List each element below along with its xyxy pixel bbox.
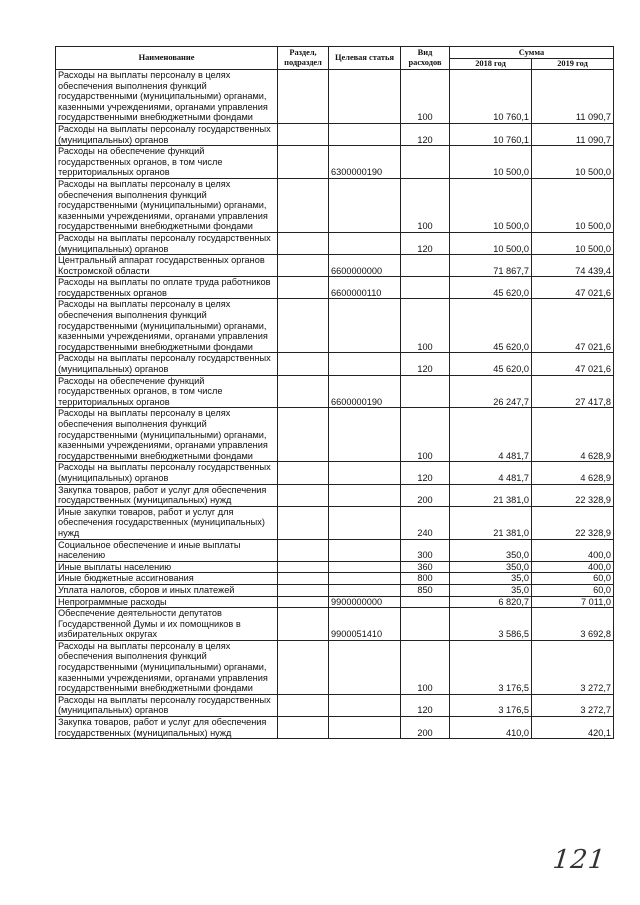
row-sum-2018: 350,0 — [450, 561, 532, 573]
row-name: Расходы на выплаты персоналу государственных (муниципальных) органов — [56, 353, 278, 375]
row-kind: 120 — [401, 123, 450, 145]
row-section — [278, 561, 329, 573]
row-kind: 360 — [401, 561, 450, 573]
row-section — [278, 717, 329, 739]
row-sum-2019: 10 500,0 — [532, 232, 614, 254]
row-article — [329, 640, 401, 694]
row-article — [329, 462, 401, 484]
row-sum-2019: 400,0 — [532, 561, 614, 573]
row-section — [278, 408, 329, 462]
row-kind: 100 — [401, 70, 450, 124]
row-name: Закупка товаров, работ и услуг для обеспечения государственных (муниципальных) нужд — [56, 717, 278, 739]
table-row — [56, 353, 614, 375]
row-sum-2018: 45 620,0 — [450, 277, 532, 299]
row-kind — [401, 596, 450, 608]
row-sum-2018: 4 481,7 — [450, 462, 532, 484]
budget-table — [55, 46, 614, 739]
row-kind: 240 — [401, 506, 450, 539]
row-section — [278, 375, 329, 408]
row-section — [278, 506, 329, 539]
row-name: Расходы на выплаты персоналу государственных (муниципальных) органов — [56, 232, 278, 254]
row-section — [278, 123, 329, 145]
row-article — [329, 408, 401, 462]
row-sum-2018: 10 760,1 — [450, 123, 532, 145]
row-article — [329, 299, 401, 353]
row-sum-2018: 3 176,5 — [450, 640, 532, 694]
row-article — [329, 561, 401, 573]
header-kind: Вид расходов — [401, 47, 450, 70]
table-header — [56, 47, 614, 70]
table-row — [56, 717, 614, 739]
row-sum-2019: 3 272,7 — [532, 694, 614, 716]
row-sum-2018: 3 176,5 — [450, 694, 532, 716]
row-sum-2018: 10 500,0 — [450, 232, 532, 254]
row-article — [329, 717, 401, 739]
table-row — [56, 584, 614, 596]
row-sum-2019: 3 272,7 — [532, 640, 614, 694]
row-kind: 100 — [401, 640, 450, 694]
row-name: Иные выплаты населению — [56, 561, 278, 573]
table-row — [56, 255, 614, 277]
row-name: Иные закупки товаров, работ и услуг для обеспечения государственных (муниципальных) нужд — [56, 506, 278, 539]
row-sum-2018: 45 620,0 — [450, 353, 532, 375]
row-section — [278, 640, 329, 694]
table-row — [56, 232, 614, 254]
row-sum-2019: 47 021,6 — [532, 299, 614, 353]
row-sum-2019: 7 011,0 — [532, 596, 614, 608]
row-name: Расходы на обеспечение функций государственных органов, в том числе территориальных органов — [56, 375, 278, 408]
row-sum-2019: 22 328,9 — [532, 506, 614, 539]
row-sum-2019: 60,0 — [532, 573, 614, 585]
table-row — [56, 694, 614, 716]
table-row — [56, 123, 614, 145]
row-sum-2018: 10 760,1 — [450, 70, 532, 124]
header-section: Раздел, подраздел — [278, 47, 329, 70]
row-sum-2018: 3 586,5 — [450, 608, 532, 641]
table-body — [56, 70, 614, 739]
table-row — [56, 640, 614, 694]
table-row — [56, 561, 614, 573]
row-kind: 120 — [401, 232, 450, 254]
row-article: 9900000000 — [329, 596, 401, 608]
row-sum-2019: 400,0 — [532, 539, 614, 561]
table-row — [56, 375, 614, 408]
row-name: Расходы на обеспечение функций государственных органов, в том числе территориальных органов — [56, 146, 278, 179]
row-article — [329, 539, 401, 561]
row-article: 6600000190 — [329, 375, 401, 408]
row-kind: 850 — [401, 584, 450, 596]
row-article — [329, 573, 401, 585]
row-article — [329, 70, 401, 124]
row-sum-2018: 410,0 — [450, 717, 532, 739]
row-section — [278, 178, 329, 232]
table-row — [56, 70, 614, 124]
row-name: Уплата налогов, сборов и иных платежей — [56, 584, 278, 596]
row-article: 6600000000 — [329, 255, 401, 277]
row-section — [278, 353, 329, 375]
row-sum-2018: 35,0 — [450, 584, 532, 596]
table-row — [56, 573, 614, 585]
row-sum-2019: 4 628,9 — [532, 462, 614, 484]
row-sum-2018: 21 381,0 — [450, 484, 532, 506]
row-section — [278, 573, 329, 585]
row-section — [278, 232, 329, 254]
row-sum-2019: 22 328,9 — [532, 484, 614, 506]
row-kind: 100 — [401, 299, 450, 353]
row-section — [278, 596, 329, 608]
row-name: Социальное обеспечение и иные выплаты населению — [56, 539, 278, 561]
row-kind: 120 — [401, 694, 450, 716]
row-article — [329, 353, 401, 375]
row-article — [329, 232, 401, 254]
page-number: 121 — [551, 845, 608, 875]
row-sum-2019: 4 628,9 — [532, 408, 614, 462]
row-name: Непрограммные расходы — [56, 596, 278, 608]
row-sum-2019: 74 439,4 — [532, 255, 614, 277]
row-article — [329, 506, 401, 539]
row-name: Расходы на выплаты персоналу в целях обеспечения выполнения функций государственными (муниципальными) органами, казенными учреждениями, органами управления государственными внебюджетными фондами — [56, 299, 278, 353]
row-name: Центральный аппарат государственных органов Костромской области — [56, 255, 278, 277]
row-section — [278, 146, 329, 179]
row-kind: 100 — [401, 178, 450, 232]
row-section — [278, 70, 329, 124]
row-article: 6300000190 — [329, 146, 401, 179]
row-sum-2019: 10 500,0 — [532, 146, 614, 179]
row-article — [329, 584, 401, 596]
row-kind: 120 — [401, 353, 450, 375]
header-year-2018: 2018 год — [450, 59, 532, 70]
header-name: Наименование — [56, 47, 278, 70]
row-section — [278, 277, 329, 299]
row-section — [278, 255, 329, 277]
row-sum-2018: 21 381,0 — [450, 506, 532, 539]
row-name: Расходы на выплаты персоналу государственных (муниципальных) органов — [56, 123, 278, 145]
row-name: Обеспечение деятельности депутатов Государственной Думы и их помощников в избирательных округах — [56, 608, 278, 641]
row-article: 6600000110 — [329, 277, 401, 299]
row-name: Расходы на выплаты персоналу в целях обеспечения выполнения функций государственными (муниципальными) органами, казенными учреждениями, органами управления государственными внебюджетными фондами — [56, 70, 278, 124]
row-sum-2018: 71 867,7 — [450, 255, 532, 277]
row-kind — [401, 277, 450, 299]
row-sum-2018: 6 820,7 — [450, 596, 532, 608]
row-sum-2019: 3 692,8 — [532, 608, 614, 641]
row-sum-2019: 27 417,8 — [532, 375, 614, 408]
table-row — [56, 484, 614, 506]
row-kind: 100 — [401, 408, 450, 462]
row-sum-2018: 350,0 — [450, 539, 532, 561]
row-name: Расходы на выплаты по оплате труда работников государственных органов — [56, 277, 278, 299]
row-kind — [401, 375, 450, 408]
header-article: Целевая статья — [329, 47, 401, 70]
row-sum-2019: 47 021,6 — [532, 277, 614, 299]
row-name: Иные бюджетные ассигнования — [56, 573, 278, 585]
row-kind: 300 — [401, 539, 450, 561]
row-sum-2018: 35,0 — [450, 573, 532, 585]
row-kind — [401, 146, 450, 179]
row-name: Расходы на выплаты персоналу государственных (муниципальных) органов — [56, 462, 278, 484]
row-sum-2019: 11 090,7 — [532, 70, 614, 124]
row-name: Расходы на выплаты персоналу в целях обеспечения выполнения функций государственными (муниципальными) органами, казенными учреждениями, органами управления государственными внебюджетными фондами — [56, 640, 278, 694]
row-kind: 200 — [401, 484, 450, 506]
row-sum-2019: 47 021,6 — [532, 353, 614, 375]
row-section — [278, 299, 329, 353]
row-section — [278, 608, 329, 641]
table-row — [56, 539, 614, 561]
table-row — [56, 462, 614, 484]
row-section — [278, 539, 329, 561]
row-section — [278, 584, 329, 596]
table-row — [56, 596, 614, 608]
row-sum-2018: 4 481,7 — [450, 408, 532, 462]
row-sum-2018: 45 620,0 — [450, 299, 532, 353]
row-name: Закупка товаров, работ и услуг для обеспечения государственных (муниципальных) нужд — [56, 484, 278, 506]
row-kind — [401, 255, 450, 277]
table-row — [56, 178, 614, 232]
table-row — [56, 506, 614, 539]
row-article — [329, 484, 401, 506]
row-article: 9900051410 — [329, 608, 401, 641]
row-name: Расходы на выплаты персоналу государственных (муниципальных) органов — [56, 694, 278, 716]
row-kind: 800 — [401, 573, 450, 585]
row-kind — [401, 608, 450, 641]
row-section — [278, 462, 329, 484]
table-row — [56, 608, 614, 641]
row-name: Расходы на выплаты персоналу в целях обеспечения выполнения функций государственными (муниципальными) органами, казенными учреждениями, органами управления государственными внебюджетными фондами — [56, 178, 278, 232]
table-row — [56, 408, 614, 462]
table-row — [56, 299, 614, 353]
row-kind: 120 — [401, 462, 450, 484]
row-sum-2019: 420,1 — [532, 717, 614, 739]
table-row — [56, 277, 614, 299]
row-article — [329, 123, 401, 145]
row-sum-2018: 26 247,7 — [450, 375, 532, 408]
row-sum-2019: 11 090,7 — [532, 123, 614, 145]
row-sum-2018: 10 500,0 — [450, 178, 532, 232]
row-name: Расходы на выплаты персоналу в целях обеспечения выполнения функций государственными (муниципальными) органами, казенными учреждениями, органами управления государственными внебюджетными фондами — [56, 408, 278, 462]
row-section — [278, 694, 329, 716]
header-sum: Сумма — [450, 47, 614, 59]
row-section — [278, 484, 329, 506]
row-article — [329, 694, 401, 716]
row-sum-2018: 10 500,0 — [450, 146, 532, 179]
table-row — [56, 146, 614, 179]
header-year-2019: 2019 год — [532, 59, 614, 70]
row-kind: 200 — [401, 717, 450, 739]
row-article — [329, 178, 401, 232]
row-sum-2019: 10 500,0 — [532, 178, 614, 232]
row-sum-2019: 60,0 — [532, 584, 614, 596]
